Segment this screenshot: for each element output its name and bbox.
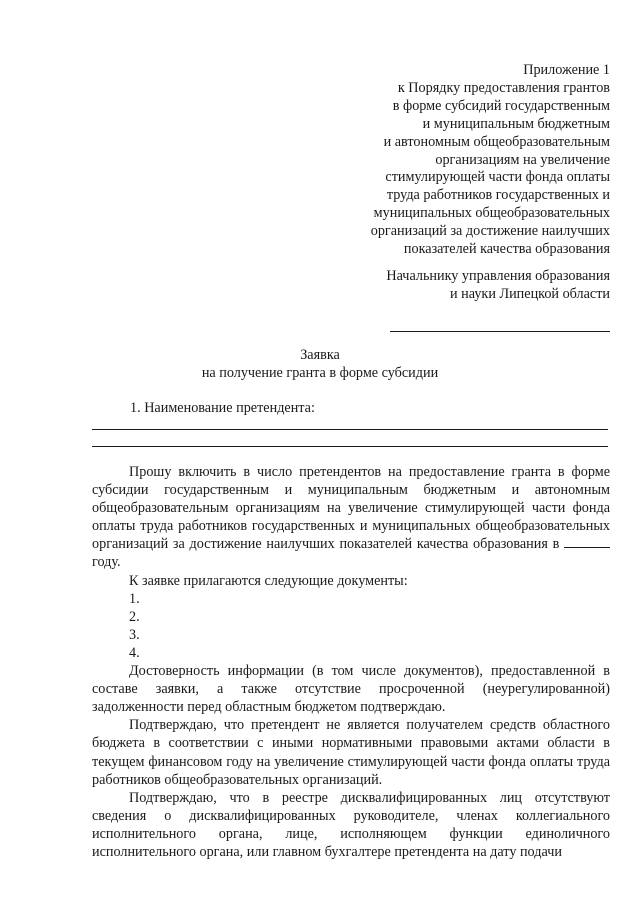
appendix-line: организаций за достижение наилучших [370,223,610,240]
appendix-line: труда работников государственных и [386,187,610,204]
year-blank [564,535,610,548]
addressee-line: Начальнику управления образования [386,268,610,284]
appendix-line: и муниципальным бюджетным [422,115,610,132]
appendix-line: организациям на увеличение [435,151,610,168]
request-paragraph [92,463,610,572]
not-recipient-paragraph: Подтверждаю, что претендент не является получателем средств областного бюджета в соответствии с иными нормативными правовыми актами области в текущем финансовом году на увеличение стимулирующей части фонда оплаты труда работников общеобразовательных организаций. [92,717,610,788]
attachment-item: 1. [129,590,140,607]
title-line-2: на получение гранта в форме субсидии [201,365,439,381]
addressee-signature-line [390,331,610,332]
appendix-header [371,62,610,259]
applicant-name-label: 1. Наименование претендента: [130,400,315,416]
attachment-item: 4. [129,644,140,661]
appendix-line: и автономным общеобразовательным [383,133,610,150]
registry-paragraph: Подтверждаю, что в реестре дисквалифицированных лиц отсутствуют сведения о дисквалифицированных руководителе, членах коллегиального исполнительного органа, лице, исполняющем функции единоличного исполнительного органа, или главном бухгалтере претендента на дату подачи [92,789,610,860]
request-text: Прошу включить в число претендентов на предоставление гранта в форме субсидии государственным и муниципальным бюджетным и автономным общеобразовательным организациям на увеличение стимулирующей части фонда оплаты труда работников государственных и муниципальных общеобразовательных организаций за достижение наилучших показателей качества образования в [92,464,610,553]
title-line-1: Заявка [300,347,340,363]
appendix-line: муниципальных общеобразовательных [373,205,610,222]
appendix-line: показателей качества образования [403,241,610,258]
attachment-item: 3. [129,626,140,643]
attachment-item: 2. [129,608,140,625]
addressee-line: и науки Липецкой области [450,285,610,302]
appendix-line: к Порядку предоставления грантов [397,79,610,96]
attachments-intro: К заявке прилагаются следующие документы: [129,572,408,589]
applicant-name-line-1 [92,429,608,430]
applicant-name-line-2 [92,446,608,447]
request-year-suffix: году. [92,554,121,571]
addressee-block [386,268,610,304]
reliability-paragraph: Достоверность информации (в том числе документов), предоставленной в составе заявки, а также отсутствие просроченной (неурегулированной) задолженности перед областным бюджетом подтверждаю. [92,663,610,716]
document-title [0,346,640,382]
application-body [92,463,610,861]
appendix-line: Приложение 1 [523,62,610,78]
appendix-line: в форме субсидий государственным [392,97,610,114]
appendix-line: стимулирующей части фонда оплаты [385,169,610,186]
